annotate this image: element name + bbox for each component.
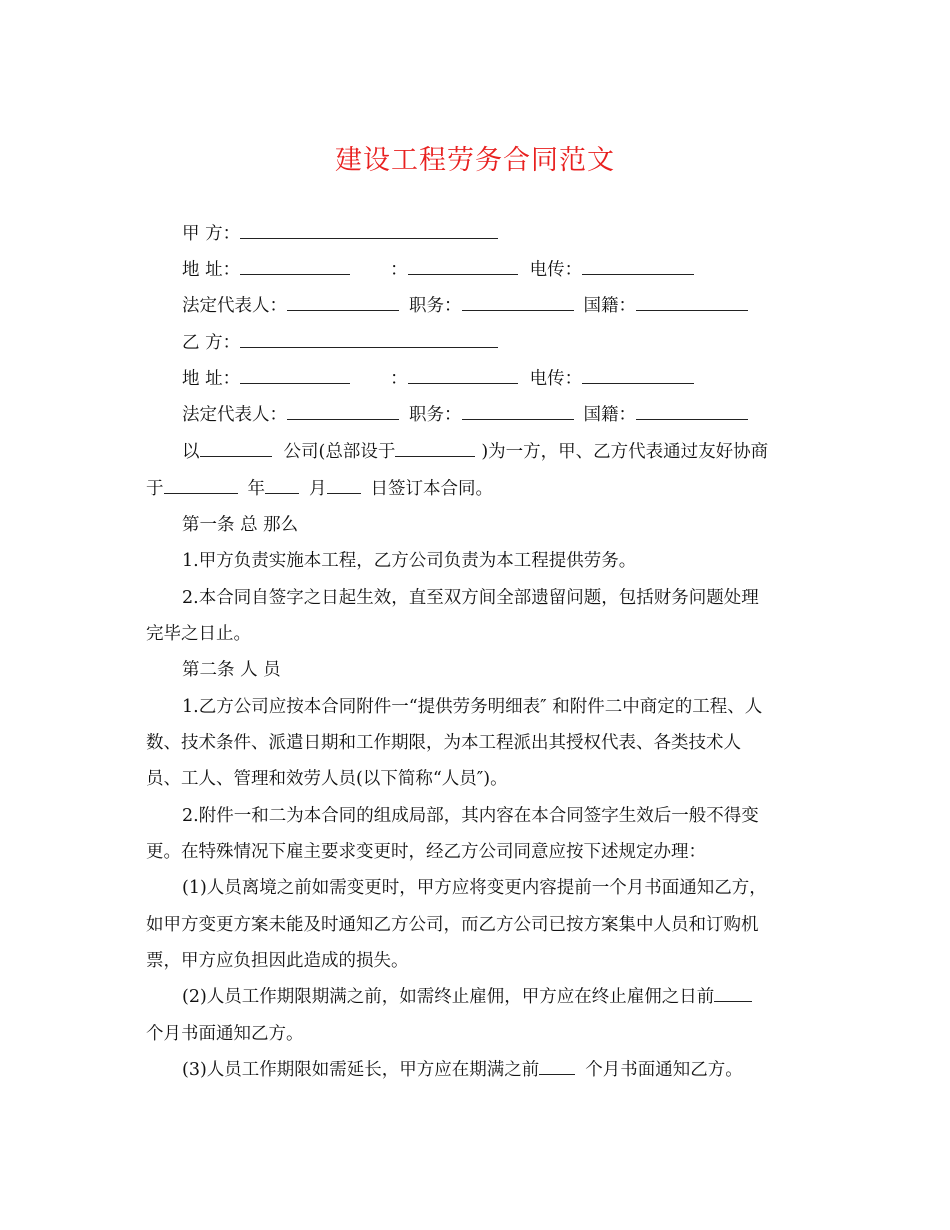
party-a-fax-label: 电传：	[529, 260, 583, 280]
hq-blank	[395, 442, 475, 457]
article-1-clause-1: 1.甲方负责实施本工程，乙方公司负责为本工程提供劳务。	[182, 551, 637, 571]
party-b-line	[182, 331, 498, 355]
intro-text: 日签订本合同。	[370, 479, 493, 499]
article-2-clause-2: 2.附件一和二为本合同的组成局部，其内容在本合同签字生效后一般不得变	[182, 806, 759, 826]
party-a-address-blank	[240, 260, 350, 275]
party-a-nationality-blank	[636, 296, 748, 311]
party-a-fax-blank	[582, 260, 694, 275]
party-a-rep-line	[182, 294, 748, 318]
party-b-rep-label: 法定代表人：	[182, 405, 287, 425]
sub-clause-2-text: (2)人员工作期限期满之前，如需终止雇佣，甲方应在终止雇佣之日前	[182, 987, 715, 1007]
intro-text: 月	[309, 479, 327, 499]
party-a-rep-label: 法定代表人：	[182, 296, 287, 316]
intro-text: 年	[247, 479, 265, 499]
party-a-colon: ：	[390, 260, 408, 280]
party-b-address-label: 地 址：	[182, 369, 241, 389]
notice-months-blank	[714, 987, 752, 1002]
party-b-phone-blank	[408, 369, 518, 384]
intro-line-1	[182, 440, 768, 464]
party-a-blank	[240, 224, 498, 239]
party-a-nationality-label: 国籍：	[583, 296, 636, 316]
sub-clause-3-text: 个月书面通知乙方。	[585, 1060, 743, 1080]
article-1-clause-2-cont: 完毕之日止。	[146, 624, 251, 644]
party-b-fax-blank	[582, 369, 694, 384]
company-blank	[200, 442, 272, 457]
place-blank	[164, 479, 238, 494]
party-b-nationality-blank	[636, 405, 748, 420]
party-b-address-blank	[240, 369, 350, 384]
article-2-clause-1-cont: 员、工人、管理和效劳人员(以下简称“人员″)。	[146, 769, 508, 789]
party-a-line	[182, 222, 498, 246]
party-a-rep-blank	[287, 296, 399, 311]
party-a-position-label: 职务：	[409, 296, 462, 316]
intro-text: 于	[146, 479, 164, 499]
article-2-clause-1-cont: 数、技术条件、派遣日期和工作期限，为本工程派出其授权代表、各类技术人	[146, 733, 741, 753]
party-a-phone-blank	[408, 260, 518, 275]
intro-text: )为一方，甲、乙方代表通过友好协商	[481, 442, 769, 462]
sub-clause-3	[182, 1058, 743, 1082]
party-b-nationality-label: 国籍：	[583, 405, 636, 425]
party-b-blank	[240, 333, 498, 348]
party-a-address-label: 地 址：	[182, 260, 241, 280]
sub-clause-3-text: (3)人员工作期限如需延长，甲方应在期满之前	[182, 1060, 540, 1080]
party-b-position-blank	[462, 405, 574, 420]
party-b-rep-line	[182, 403, 748, 427]
article-2-clause-1: 1.乙方公司应按本合同附件一“提供劳务明细表″ 和附件二中商定的工程、人	[182, 697, 763, 717]
party-a-position-blank	[462, 296, 574, 311]
intro-line-2	[146, 477, 493, 501]
party-b-label: 乙 方：	[182, 333, 241, 353]
intro-text: 公司(总部设于	[283, 442, 396, 462]
month-blank	[327, 479, 361, 494]
party-b-rep-blank	[287, 405, 399, 420]
party-b-address-line	[182, 367, 694, 391]
party-b-colon: ：	[390, 369, 408, 389]
article-2-heading: 第二条 人 员	[182, 660, 281, 680]
sub-clause-2	[182, 985, 752, 1009]
party-a-label: 甲 方：	[182, 224, 241, 244]
document-title: 建设工程劳务合同范文	[335, 145, 615, 176]
intro-text: 以	[182, 442, 200, 462]
party-a-address-line	[182, 258, 694, 282]
party-b-position-label: 职务：	[409, 405, 462, 425]
sub-clause-1-cont: 票，甲方应负担因此造成的损失。	[146, 951, 409, 971]
year-blank	[265, 479, 299, 494]
sub-clause-1-cont: 如甲方变更方案未能及时通知乙方公司，而乙方公司已按方案集中人员和订购机	[146, 915, 759, 935]
article-1-heading: 第一条 总 那么	[182, 515, 299, 535]
article-1-clause-2: 2.本合同自签字之日起生效，直至双方间全部遗留问题，包括财务问题处理	[182, 588, 759, 608]
extension-months-blank	[539, 1060, 575, 1075]
sub-clause-2-cont: 个月书面通知乙方。	[146, 1024, 304, 1044]
article-2-clause-2-cont: 更。在特殊情况下雇主要求变更时，经乙方公司同意应按下述规定办理：	[146, 842, 706, 862]
party-b-fax-label: 电传：	[529, 369, 583, 389]
sub-clause-1: (1)人员离境之前如需变更时，甲方应将变更内容提前一个月书面通知乙方，	[182, 878, 767, 898]
